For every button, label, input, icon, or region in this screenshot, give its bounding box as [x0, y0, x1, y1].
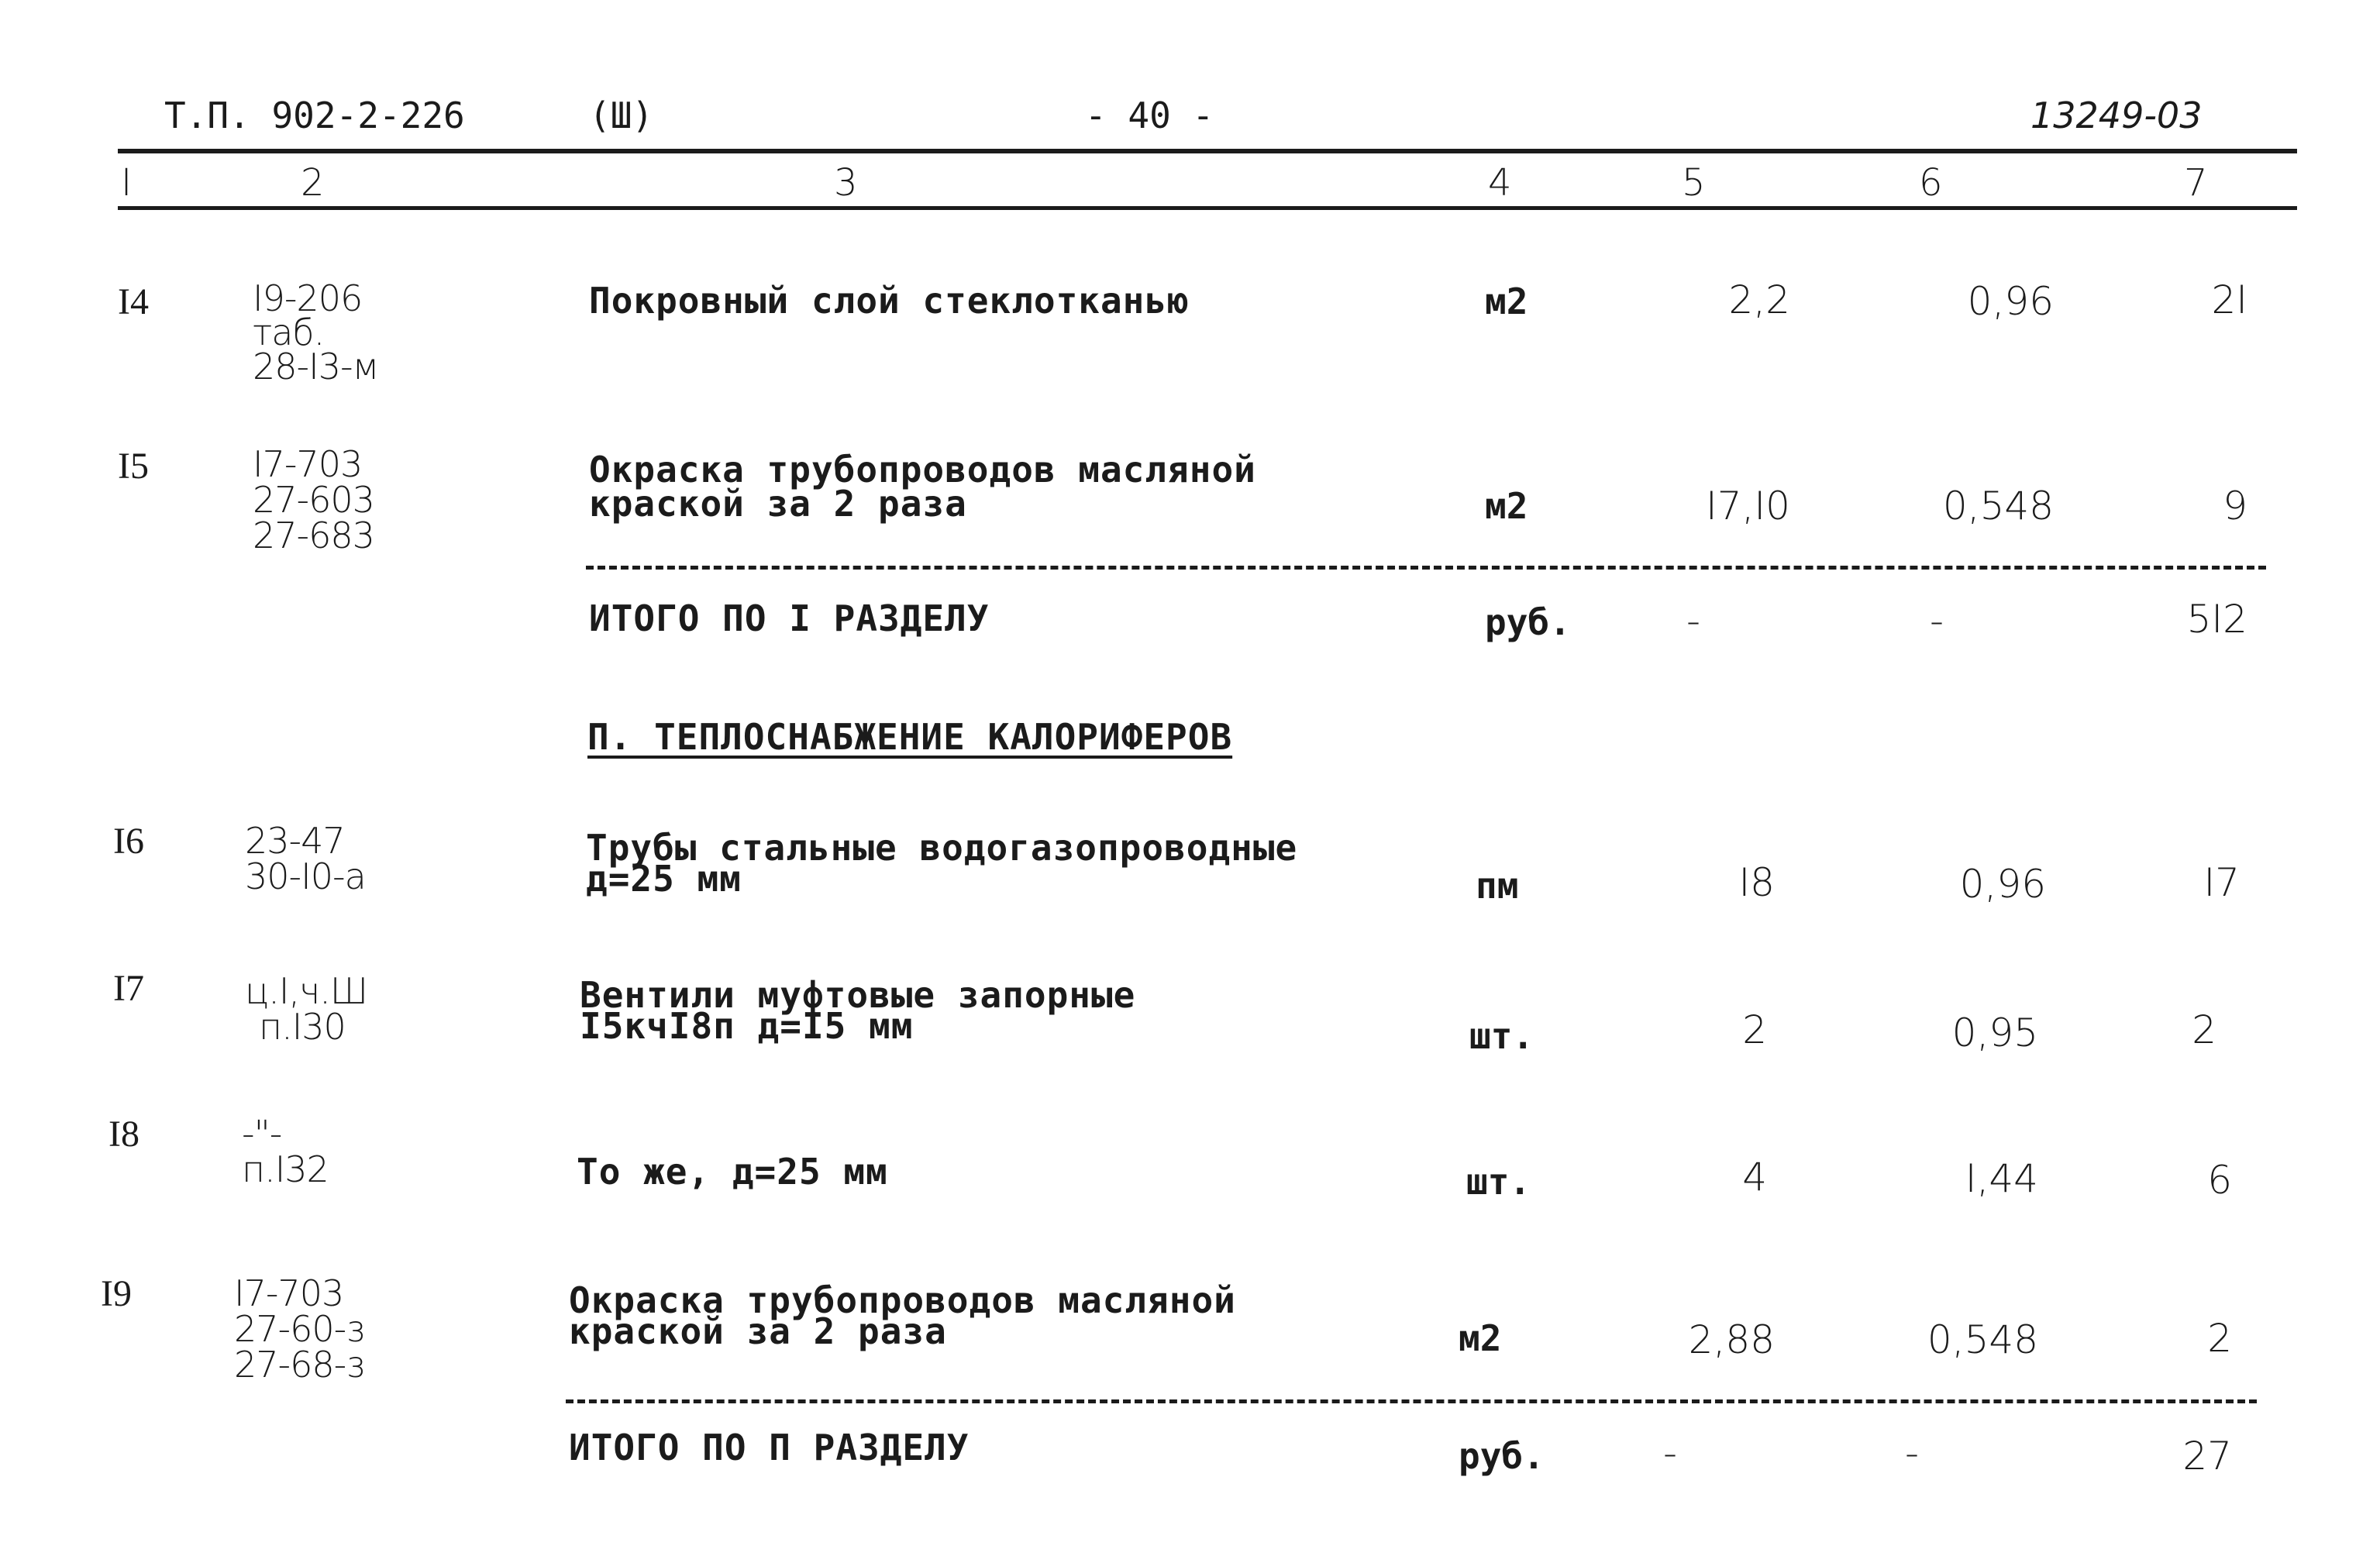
- row-number: I7: [113, 968, 144, 1009]
- code-line: п.I30: [259, 1006, 346, 1048]
- code-line: 28-I3-м: [253, 346, 379, 387]
- total: 2I: [2211, 277, 2247, 322]
- code-line: 27-60-з: [234, 1308, 365, 1350]
- quantity: 2,88: [1688, 1317, 1775, 1362]
- description-line: краской за 2 раза: [569, 1310, 947, 1352]
- description-line: Окраска трубопроводов масляной: [569, 1279, 1236, 1321]
- description-line: I5кчI8п д=I5 мм: [580, 1005, 914, 1047]
- subtotal-qty: -: [1663, 1430, 1678, 1475]
- row-number: I4: [118, 281, 149, 322]
- quantity: 2,2: [1728, 277, 1790, 322]
- quantity: 4: [1742, 1155, 1767, 1200]
- unit-price: 0,96: [1959, 862, 2046, 907]
- row-number: I6: [113, 821, 144, 862]
- col-5: 5: [1682, 161, 1706, 205]
- code-line: ц.I,ч.Ш: [245, 970, 368, 1012]
- unit: м2: [1485, 485, 1528, 527]
- total: 2: [2207, 1316, 2232, 1361]
- col-1: I: [121, 161, 133, 205]
- section-title: П. ТЕПЛОСНАБЖЕНИЕ КАЛОРИФЕРОВ: [587, 716, 1233, 758]
- description-line: Вентили муфтовые запорные: [580, 974, 1136, 1016]
- col-3: 3: [834, 161, 858, 205]
- subtotal-unit: руб.: [1485, 601, 1571, 643]
- header-top-rule: [118, 149, 2297, 153]
- subtotal-total: 27: [2182, 1434, 2232, 1479]
- dashed-separator: [586, 566, 2266, 570]
- col-7: 7: [2184, 161, 2208, 205]
- code-line: 27-603: [253, 479, 374, 521]
- unit-price: 0,548: [1927, 1317, 2038, 1362]
- code-line: п.I32: [242, 1148, 329, 1190]
- row-number: I9: [101, 1273, 132, 1314]
- code-line: 27-683: [253, 515, 374, 556]
- description-line: Покровный слой стеклотканью: [589, 280, 1190, 322]
- unit: шт.: [1466, 1161, 1531, 1203]
- doc-part: (Ш): [589, 95, 654, 136]
- total: 6: [2207, 1158, 2232, 1203]
- col-6: 6: [1919, 161, 1943, 205]
- total: 2: [2192, 1007, 2216, 1052]
- doc-reference: Т.П. 902-2-226: [164, 95, 465, 136]
- quantity: I8: [1738, 860, 1775, 905]
- row-number: I8: [108, 1114, 139, 1155]
- dashed-separator: [566, 1399, 2257, 1403]
- unit-price: 0,548: [1942, 484, 2054, 528]
- description-line: д=25 мм: [586, 858, 742, 900]
- unit: пм: [1476, 865, 1519, 907]
- subtotal-label: ИТОГО ПО П РАЗДЕЛУ: [569, 1427, 970, 1468]
- subtotal-total: 5I2: [2186, 597, 2247, 642]
- header-bottom-rule: [118, 206, 2297, 210]
- code-line: I9-206: [253, 277, 363, 319]
- sheet-number: 13249-03: [2030, 95, 2203, 136]
- page-number: - 40 -: [1085, 95, 1214, 136]
- total: I7: [2203, 860, 2240, 905]
- unit: м2: [1459, 1317, 1502, 1359]
- code-line: -"-: [242, 1113, 282, 1155]
- total: 9: [2223, 484, 2247, 528]
- description-line: Трубы стальные водогазопроводные: [586, 827, 1298, 869]
- code-line: 23-47: [245, 820, 345, 862]
- unit: м2: [1485, 281, 1528, 322]
- subtotal-price: -: [1905, 1430, 1920, 1475]
- quantity: I7,I0: [1705, 484, 1790, 528]
- subtotal-qty: -: [1686, 598, 1701, 643]
- col-2: 2: [301, 161, 325, 205]
- unit-price: 0,95: [1951, 1010, 2038, 1055]
- code-line: 27-68-з: [234, 1344, 365, 1386]
- quantity: 2: [1742, 1007, 1767, 1052]
- description-line: краской за 2 раза: [589, 483, 967, 525]
- col-4: 4: [1488, 161, 1512, 205]
- subtotal-unit: руб.: [1459, 1435, 1545, 1477]
- unit-price: 0,96: [1967, 279, 2054, 324]
- code-line: I7-703: [253, 443, 363, 485]
- description-line: Окраска трубопроводов масляной: [589, 449, 1256, 491]
- code-line: I7-703: [234, 1272, 344, 1314]
- code-line: 30-I0-а: [245, 855, 366, 897]
- unit-price: I,44: [1965, 1156, 2038, 1201]
- subtotal-label: ИТОГО ПО I РАЗДЕЛУ: [589, 597, 990, 639]
- subtotal-price: -: [1930, 598, 1944, 643]
- description-line: То же, д=25 мм: [577, 1151, 888, 1193]
- code-line: таб.: [253, 312, 325, 353]
- unit: шт.: [1469, 1015, 1534, 1057]
- row-number: I5: [118, 446, 149, 487]
